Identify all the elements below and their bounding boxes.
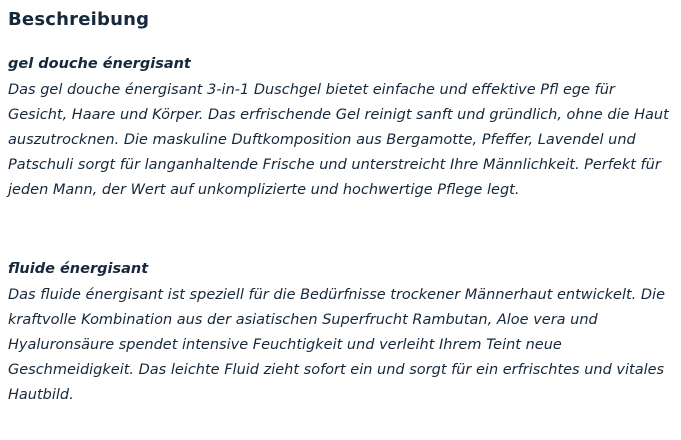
- product-name: fluide énergisant: [8, 261, 149, 277]
- product-block: [8, 259, 673, 408]
- page-title: Beschreibung: [8, 9, 150, 30]
- product-description: Das fluide énergisant ist speziell für die Bedürfnisse trockener Männerhaut entwickelt. Die kraftvolle Kombination aus der asiatischen Superfrucht Rambutan, Aloe vera und Hyaluronsäure spendet intensive Feuchtigkeit und verleiht Ihrem Teint neue Geschmeidigkeit. Das leichte Fluid zieht sofort ein und sorgt für ein erfrischtes und vitales Hautbild.: [8, 287, 666, 403]
- product-block: [8, 54, 673, 203]
- product-description: Das gel douche énergisant 3-in-1 Duschgel bietet einfache und effektive Pfl ege für Gesicht, Haare und Körper. Das erfrischende Gel reinigt sanft und gründlich, ohne die Haut auszutrocknen. Die maskuline Duftkomposition aus Bergamotte, Pfeffer, Lavendel und Patschuli sorgt für langanhaltende Frische und unterstreicht Ihre Männlichkeit. Perfekt für jeden Mann, der Wert auf unkomplizierte und hochwertige Pflege legt.: [8, 82, 669, 198]
- product-name: gel douche énergisant: [8, 56, 191, 72]
- description-page: [0, 8, 681, 440]
